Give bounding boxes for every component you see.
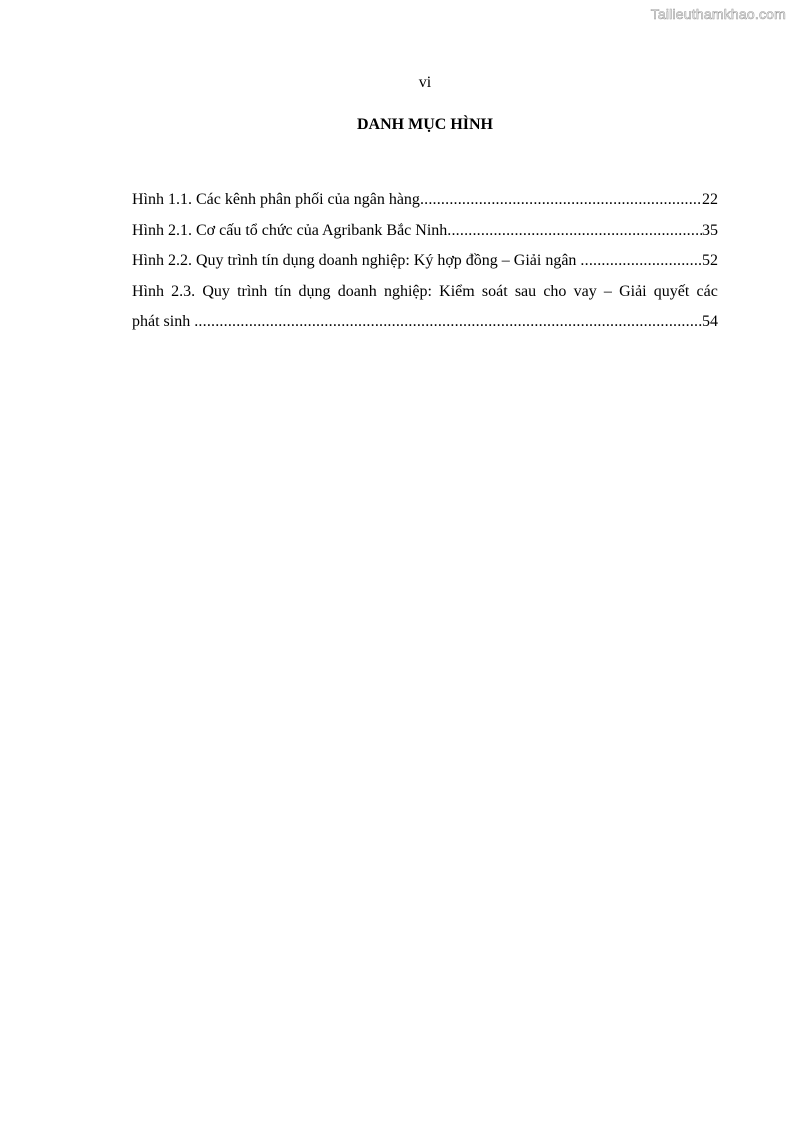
toc-entry[interactable] bbox=[132, 216, 718, 247]
toc-word: 2.3. bbox=[171, 282, 196, 300]
toc-leader-dots bbox=[194, 307, 702, 338]
toc-word: Quy bbox=[202, 282, 230, 300]
toc-word: sau bbox=[514, 282, 537, 300]
toc-word: trình bbox=[237, 282, 268, 300]
toc-entry-title-line1 bbox=[132, 277, 718, 308]
toc-entry-page: 22 bbox=[702, 191, 718, 208]
toc-entry[interactable] bbox=[132, 185, 718, 216]
toc-entry-page: 52 bbox=[702, 252, 718, 269]
toc-entry-page: 54 bbox=[702, 313, 718, 330]
toc-word: doanh bbox=[337, 282, 377, 300]
toc-entry[interactable] bbox=[132, 246, 718, 277]
toc-word: các bbox=[696, 282, 718, 300]
toc-entry-title-line2: phát sinh bbox=[132, 313, 195, 330]
toc-leader-dots bbox=[580, 246, 702, 277]
toc-entry-title: Hình 2.1. Cơ cấu tổ chức của Agribank Bắc Ninh bbox=[132, 221, 448, 239]
toc-leader-dots bbox=[420, 185, 702, 216]
toc-word: quyết bbox=[653, 282, 690, 300]
table-of-figures bbox=[132, 185, 718, 338]
toc-word: soát bbox=[481, 282, 508, 300]
toc-word: Kiểm bbox=[439, 282, 475, 300]
toc-word: tín bbox=[274, 282, 292, 300]
toc-word: cho bbox=[543, 282, 567, 300]
toc-word: nghiệp: bbox=[383, 282, 432, 300]
toc-entry-title: Hình 1.1. Các kênh phân phối của ngân hàng bbox=[132, 191, 420, 208]
toc-word: dụng bbox=[298, 282, 331, 300]
page-title: DANH MỤC HÌNH bbox=[357, 116, 493, 133]
toc-word: Hình bbox=[132, 282, 164, 300]
toc-entry[interactable] bbox=[132, 277, 718, 338]
toc-entry-title: Hình 2.2. Quy trình tín dụng doanh nghiệp: Ký hợp đồng – Giải ngân bbox=[132, 252, 581, 269]
toc-leader-dots bbox=[447, 216, 702, 247]
toc-word: Giải bbox=[619, 282, 647, 300]
toc-entry-page: 35 bbox=[702, 221, 718, 239]
watermark: Tailieuthamkhao.com bbox=[650, 6, 786, 22]
toc-word: vay bbox=[573, 282, 597, 300]
page-number: vi bbox=[418, 74, 432, 91]
toc-word: – bbox=[603, 282, 612, 300]
